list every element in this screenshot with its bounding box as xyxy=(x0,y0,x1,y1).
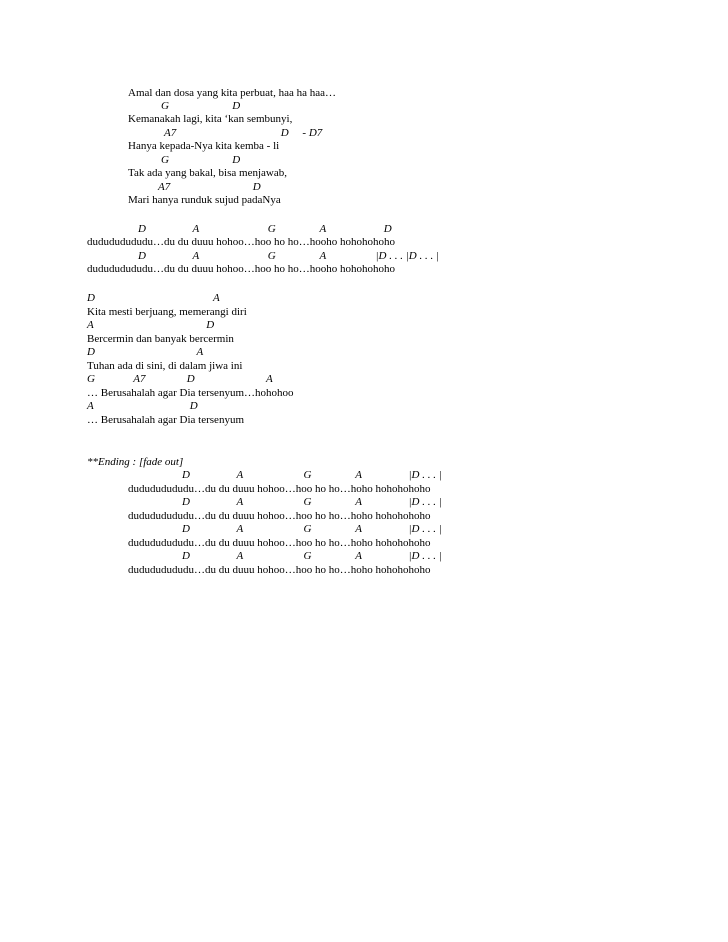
ending-line-5-chord: D A G A |D . . . | xyxy=(182,523,442,535)
reff-line-7-chord: G A7 D A xyxy=(87,373,273,385)
ending-line-6-lyric: dudududududu…du du duuu hohoo…hoo ho ho…hoho hohohohoho xyxy=(128,537,431,549)
ending-line-1-chord: D A G A |D . . . | xyxy=(182,469,442,481)
interlude-line-2-lyric: dudududududu…du du duuu hohoo…hoo ho ho…hooho hohohohoho xyxy=(87,236,395,248)
reff-line-1-chord: D A xyxy=(87,292,220,304)
verse-line-2-chord: G D xyxy=(161,100,241,112)
reff-line-4-lyric: Bercermin dan banyak bercermin xyxy=(87,333,234,345)
reff-line-3-chord: A D xyxy=(87,319,215,331)
reff-line-8-lyric: … Berusahalah agar Dia tersenyum…hohohoo xyxy=(87,387,294,399)
reff-line-2-lyric: Kita mesti berjuang, memerangi diri xyxy=(87,306,247,318)
verse-line-9-lyric: Mari hanya runduk sujud padaNya xyxy=(128,194,281,206)
reff-line-5-chord: D A xyxy=(87,346,204,358)
verse-line-6-chord: G D xyxy=(161,154,241,166)
reff-line-6-lyric: Tuhan ada di sini, di dalam jiwa ini xyxy=(87,360,243,372)
ending-heading: **Ending : [fade out] xyxy=(87,456,184,468)
verse-line-5-lyric: Hanya kepada-Nya kita kemba - li xyxy=(128,140,280,152)
verse-line-7-lyric: Tak ada yang bakal, bisa menjawab, xyxy=(128,167,287,179)
ending-line-2-lyric: dudududududu…du du duuu hohoo…hoo ho ho…hoho hohohohoho xyxy=(128,483,431,495)
ending-line-8-lyric: dudududududu…du du duuu hohoo…hoo ho ho…hoho hohohohoho xyxy=(128,564,431,576)
ending-line-4-lyric: dudududududu…du du duuu hohoo…hoo ho ho…hoho hohohohoho xyxy=(128,510,431,522)
verse-line-1-lyric: Amal dan dosa yang kita perbuat, haa ha haa… xyxy=(128,87,337,99)
verse-line-4-chord: A7 D - D7 xyxy=(164,127,323,139)
reff-line-10-lyric: … Berusahalah agar Dia tersenyum xyxy=(87,414,244,426)
interlude-line-3-chord: D A G A |D . . . |D . . . | xyxy=(138,250,439,262)
reff-line-9-chord: A D xyxy=(87,400,198,412)
ending-line-7-chord: D A G A |D . . . | xyxy=(182,550,442,562)
ending-line-3-chord: D A G A |D . . . | xyxy=(182,496,442,508)
verse-line-3-lyric: Kemanakah lagi, kita ‘kan sembunyi, xyxy=(128,113,293,125)
interlude-line-4-lyric: dudududududu…du du duuu hohoo…hoo ho ho…hooho hohohohoho xyxy=(87,263,395,275)
verse-line-8-chord: A7 D xyxy=(158,181,261,193)
interlude-line-1-chord: D A G A D xyxy=(138,223,392,235)
